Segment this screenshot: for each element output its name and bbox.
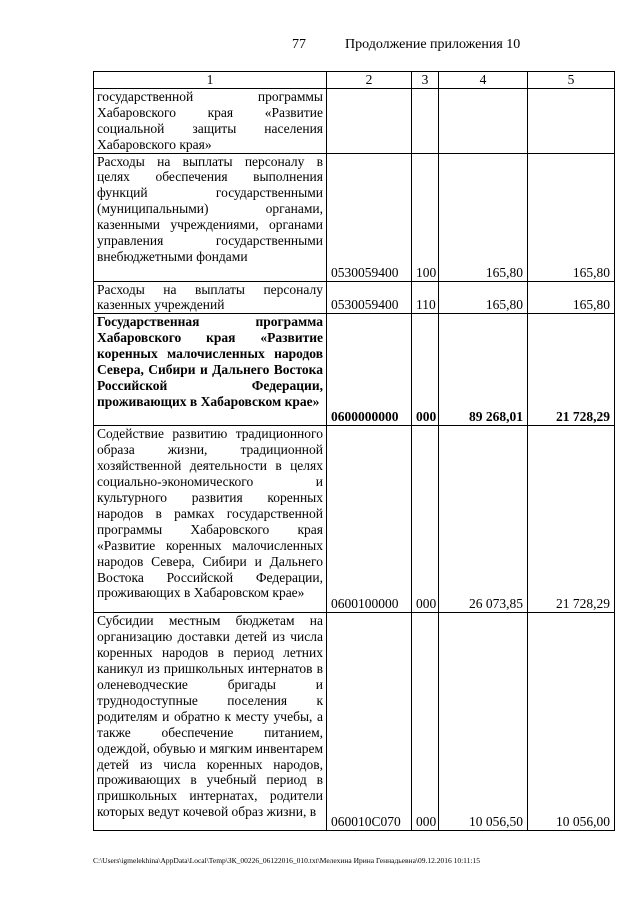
table-header-row	[94, 72, 615, 89]
row-code: 0600000000	[327, 314, 412, 426]
table-row	[94, 426, 615, 613]
budget-table	[93, 71, 615, 831]
table-row	[94, 88, 615, 153]
row-type: 110	[412, 281, 439, 314]
row-code: 0530059400	[327, 153, 412, 281]
page-header	[0, 37, 640, 57]
table-row	[94, 613, 615, 831]
row-value-2: 165,80	[528, 153, 615, 281]
row-name: Субсидии местным бюджетам на организацию доставки детей из числа коренных народов в период летних каникул из пришкольных интернатов в оленеводческие бригады и труднодоступные поселения к родителям и обратно к месту учебы, а также обеспечение питанием, одеждой, обувью и мягким инвентарем детей из числа коренных народов, проживающих в учебный период в пришкольных интернатах, родители которых ведут кочевой образ жизни, в	[94, 613, 327, 831]
row-type: 000	[412, 426, 439, 613]
column-header: 3	[412, 72, 439, 89]
row-code	[327, 88, 412, 153]
row-value-1: 165,80	[439, 153, 528, 281]
row-name: Расходы на выплаты персоналу в целях обеспечения выполнения функций государственными (муниципальными) органами, казенными учреждениями, органами управления государственными внебюджетными фондами	[94, 153, 327, 281]
row-name: Содействие развитию традиционного образа жизни, традиционной хозяйственной деятельности в целях социально-экономического и культурного развития коренных народов в рамках государственной программы Хабаровского края «Развитие коренных малочисленных народов Севера, Сибири и Дальнего Востока Российской Федерации, проживающих в Хабаровском крае»	[94, 426, 327, 613]
footer-file-path: C:\Users\igmelekhina\AppData\Local\Temp\ЗК_00226_06122016_010.txt\Мелехина Ирина Геннадьевна\09.12.2016 10:11:15	[93, 856, 480, 865]
column-header: 2	[327, 72, 412, 89]
row-type	[412, 88, 439, 153]
row-value-1: 165,80	[439, 281, 528, 314]
column-header: 5	[528, 72, 615, 89]
column-header: 1	[94, 72, 327, 89]
row-value-1	[439, 88, 528, 153]
row-type: 000	[412, 613, 439, 831]
row-value-1: 10 056,50	[439, 613, 528, 831]
row-name: государственной программы Хабаровского края «Развитие социальной защиты населения Хабаровского края»	[94, 88, 327, 153]
appendix-continuation-title: Продолжение приложения 10	[345, 37, 521, 52]
row-value-1: 89 268,01	[439, 314, 528, 426]
table-row-program-total	[94, 314, 615, 426]
column-header: 4	[439, 72, 528, 89]
row-name: Государственная программа Хабаровского края «Развитие коренных малочисленных народов Севера, Сибири и Дальнего Востока Российской Федерации, проживающих в Хабаровском крае»	[94, 314, 327, 426]
row-type: 000	[412, 314, 439, 426]
row-value-2: 21 728,29	[528, 426, 615, 613]
row-value-2	[528, 88, 615, 153]
table-row	[94, 281, 615, 314]
row-code: 0530059400	[327, 281, 412, 314]
table-row	[94, 153, 615, 281]
row-type: 100	[412, 153, 439, 281]
row-value-1: 26 073,85	[439, 426, 528, 613]
row-code: 0600100000	[327, 426, 412, 613]
row-code: 060010С070	[327, 613, 412, 831]
row-value-2: 10 056,00	[528, 613, 615, 831]
row-value-2: 165,80	[528, 281, 615, 314]
row-value-2: 21 728,29	[528, 314, 615, 426]
row-name: Расходы на выплаты персоналу казенных учреждений	[94, 281, 327, 314]
page-number: 77	[292, 37, 306, 52]
